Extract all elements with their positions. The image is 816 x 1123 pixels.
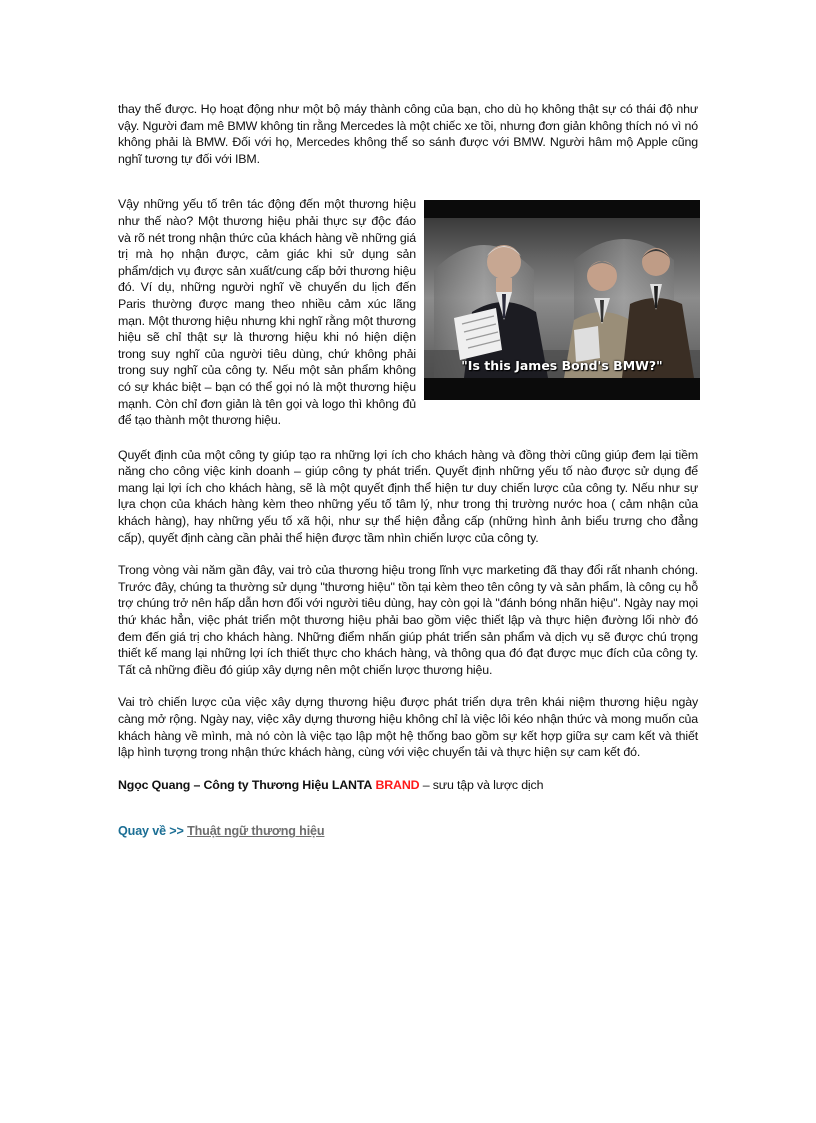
back-navigation xyxy=(118,823,698,840)
author-signature xyxy=(118,777,698,794)
paragraph-bmw-fans: thay thế được. Họ hoạt động như một bộ máy thành công của bạn, cho dù họ không thật sự có thái độ như vậy. Người đam mê BMW không tin rằng Mercedes là một chiếc xe tồi, nhưng đơn giản không thích nó vì nó không phải là BMW. Đối với họ, Mercedes không thể so sánh được với BMW. Người hâm mộ Apple cũng nghĩ tương tự đối với IBM. xyxy=(118,102,698,166)
signature-brand: BRAND xyxy=(375,777,420,792)
paragraph-brand-impact: Vậy những yếu tố trên tác động đến một thương hiệu như thế nào? Một thương hiệu phải thực sự độc đáo và rõ nét trong nhận thức của khách hàng về những giá trị mà họ nhận được, cảm giác khi sử dụng sản phẩm/dịch vụ được sản xuất/cung cấp bởi thương hiệu đó. Ví dụ, những người nghĩ về chuyến du lịch đến Paris thường được mang theo nhiều cảm xúc lãng mạn. Một thương hiệu nhưng khi nghĩ rằng một thương hiệu sẽ chỉ thật sự là thương hiệu khi nó hiện diện trong suy nghĩ của người tiêu dùng, chứ không phải trong suy nghĩ của công ty. Nếu một sản phẩm không có sự khác biệt – bạn có thể gọi nó là một thương hiệu mạnh. Còn chỉ đơn giản là tên gọi và logo thì không đủ để tạo thành một thương hiệu. xyxy=(118,197,416,428)
paragraph-marketing-role: Trong vòng vài năm gần đây, vai trò của thương hiệu trong lĩnh vực marketing đã thay đổi rất nhanh chóng. Trước đây, chúng ta thường sử dụng "thương hiệu" tồn tại kèm theo tên công ty và sản phẩm, là công cụ hỗ trợ chúng trở nên hấp dẫn hơn đối với người tiêu dùng, hay còn gọi là "đánh bóng nhãn hiệu". Ngày nay mọi thứ khác hẳn, việc phát triển một thương hiệu phải bao gồm việc thiết lập và thực hiện đường lối nhờ đó đem đến giá trị cho khách hàng. Những điểm nhấn giúp phát triển sản phẩm và dịch vụ sẽ được chú trọng thiết kế mang lại những lợi ích thiết thực cho khách hàng, và thông qua đó đạt được mục đích của công ty. Tất cả những điều đó giúp xây dựng nên một chiến lược thương hiệu. xyxy=(118,563,698,677)
back-label: Quay về >> xyxy=(118,824,184,839)
paragraph-company-decision: Quyết định của một công ty giúp tạo ra những lợi ích cho khách hàng và đồng thời cũng giúp đem lại tiềm năng cho công việc kinh doanh – giúp công ty phát triển. Quyết định những yếu tố nào được sử dụng để mang lại lợi ích cho khách hàng, sẽ là một quyết định thể hiện tư duy chiến lược của công ty. Nếu như sự lựa chọn của khách hàng kèm theo những yếu tố tâm lý, như trong thị trường nước hoa ( cảm nhận của khách hàng), hay những yếu tố xã hội, như sự thể hiện đẳng cấp (những hình ảnh biểu trưng cho đẳng cấp), quyết định càng cần phải thể hiện được tầm nhìn chiến lược của công ty. xyxy=(118,447,698,545)
document-page xyxy=(118,101,698,840)
paragraph-strategic-role: Vai trò chiến lược của việc xây dựng thương hiệu được phát triển dựa trên khái niệm thương hiệu ngày càng mở rộng. Ngày nay, việc xây dựng thương hiệu không chỉ là việc lôi kéo nhận thức và mong muốn của khách hàng về mình, mà nó còn là việc tạo lập một hệ thống bao gồm sự kết hợp giữa sự cam kết và thiết lập hình tượng trong nhận thức khách hàng, cùng với việc chuyển tải và thực hiện sự cam kết đó. xyxy=(118,695,698,760)
photo-caption: "Is this James Bond's BMW?" xyxy=(461,357,663,373)
back-link-brand-terms[interactable]: Thuật ngữ thương hiệu xyxy=(187,824,325,839)
signature-suffix: – sưu tập và lược dịch xyxy=(419,777,544,792)
james-bond-bmw-photo xyxy=(424,200,700,400)
signature-author: Ngọc Quang – Công ty Thương Hiệu LANTA xyxy=(118,777,373,792)
